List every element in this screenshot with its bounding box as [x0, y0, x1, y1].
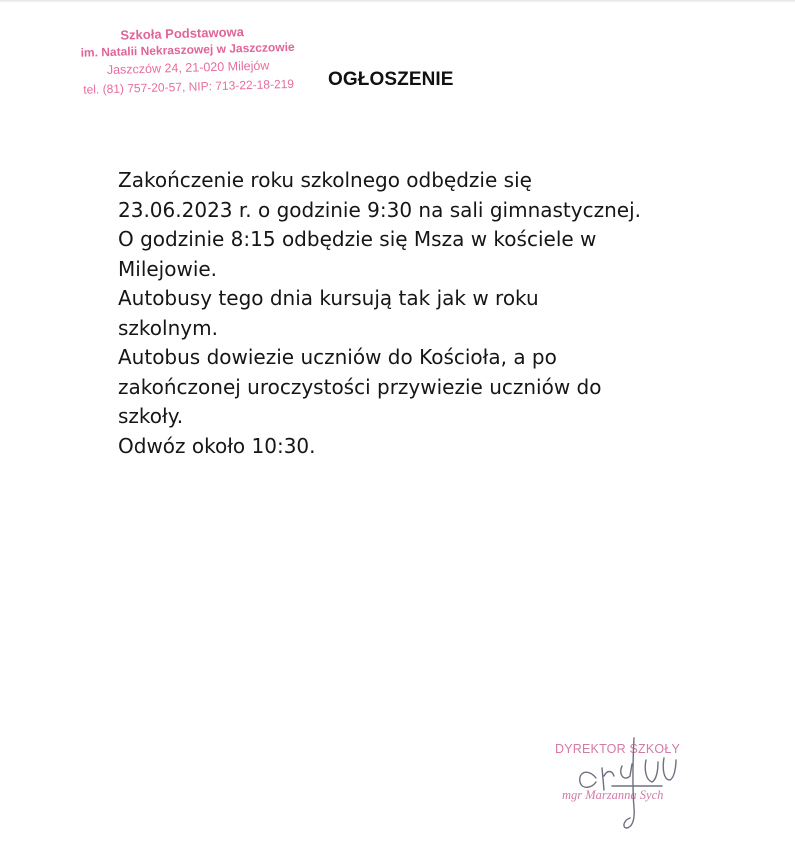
announcement-line: O godzinie 8:15 odbędzie się Msza w kościele w	[118, 227, 597, 251]
document-title: OGŁOSZENIE	[328, 69, 454, 90]
page-top-edge	[0, 0, 795, 3]
announcement-line: Autobus dowiezie uczniów do Kościoła, a po	[118, 345, 557, 369]
stamp-patron: im. Natalii Nekraszowej w Jaszczowie	[80, 39, 295, 60]
announcement-line: Odwóz około 10:30.	[118, 433, 316, 458]
announcement-body	[118, 166, 758, 461]
announcement-line: 23.06.2023 r. o godzinie 9:30 na sali gimnastycznej.	[118, 197, 641, 222]
announcement-line: szkoły.	[118, 404, 184, 428]
handwritten-signature	[552, 738, 702, 833]
announcement-line: Milejowie.	[118, 256, 218, 281]
school-stamp	[72, 24, 304, 96]
stamp-contact: tel. (81) 757-20-57, NIP: 713-22-18-219	[83, 76, 295, 97]
director-signature-block	[552, 738, 702, 833]
director-name: mgr Marzanna Sych	[562, 788, 664, 802]
announcement-line: Autobusy tego dnia kursują tak jak w roku	[118, 286, 539, 310]
stamp-address: Jaszczów 24, 21-020 Milejów	[106, 58, 270, 78]
announcement-line: Zakończenie roku szkolnego odbędzie się	[118, 168, 532, 192]
stamp-school-name: Szkoła Podstawowa	[120, 24, 245, 43]
announcement-line: szkolnym.	[118, 315, 218, 340]
director-role: DYREKTOR SZKOŁY	[555, 742, 681, 756]
announcement-line: zakończonej uroczystości przywiezie uczniów do	[118, 374, 602, 399]
